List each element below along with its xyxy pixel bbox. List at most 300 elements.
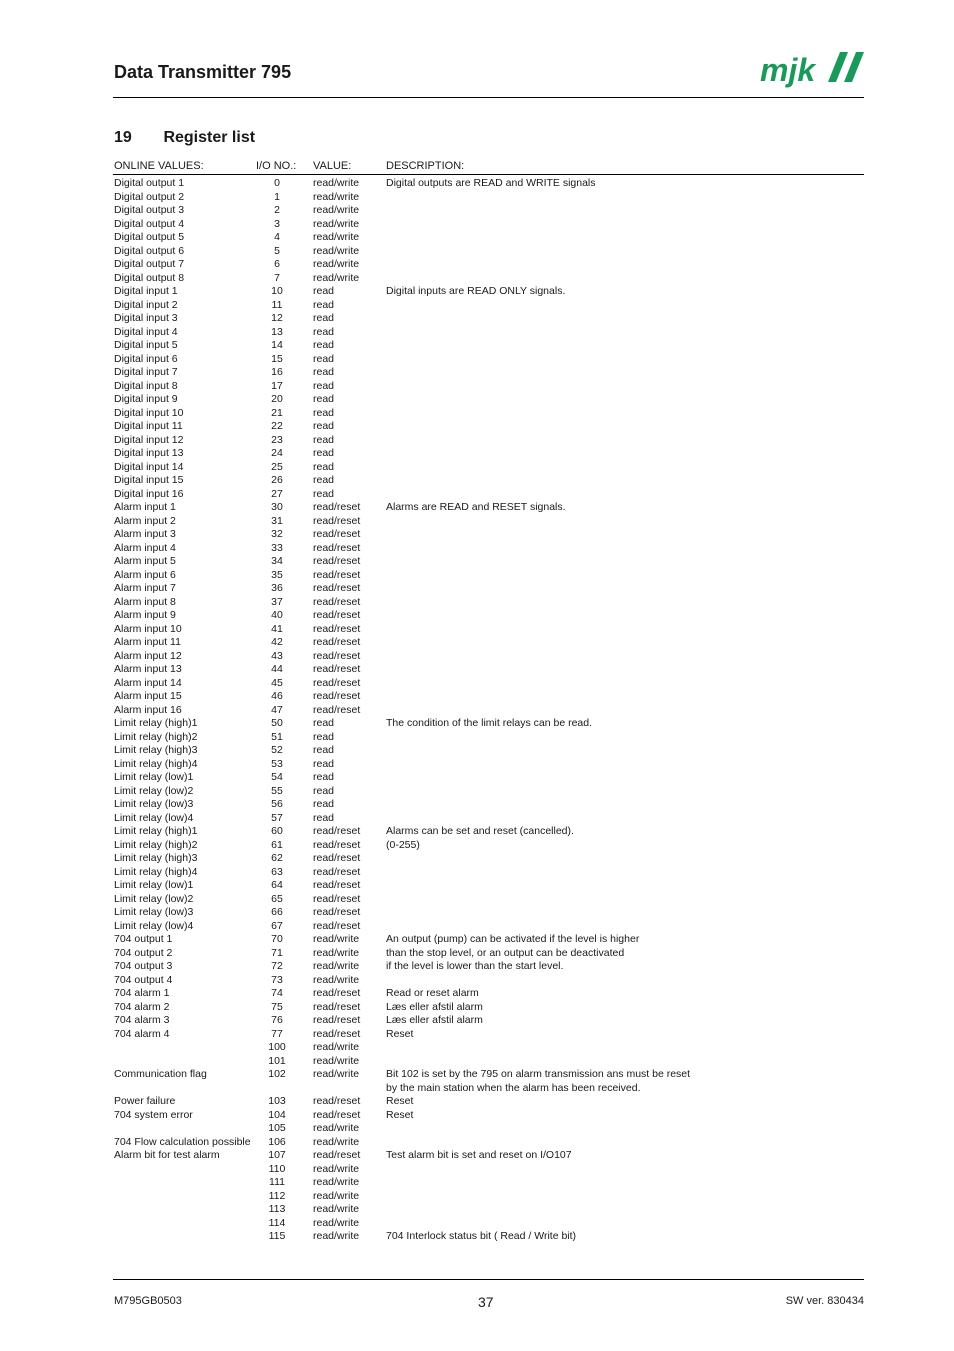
io-number: 43 [271, 649, 283, 662]
register-name: Digital input 16 [114, 487, 184, 500]
table-row [0, 528, 954, 542]
access-value: read [313, 744, 335, 756]
access-value: read/write [313, 231, 360, 243]
access-value: read/write [313, 1216, 360, 1229]
io-number: 114 [268, 1216, 286, 1229]
register-description: Read or reset alarm [386, 987, 479, 999]
register-name: Digital input 5 [114, 339, 178, 351]
register-name: 704 Flow calculation possible [114, 1135, 251, 1148]
access-value: read/reset [313, 568, 361, 581]
access-value: read [313, 298, 335, 311]
io-number: 101 [268, 1054, 286, 1067]
access-value: read/reset [313, 852, 361, 864]
header-rule [113, 97, 864, 98]
io-number: 51 [271, 730, 283, 743]
io-number: 37 [271, 595, 283, 608]
access-value: read/reset [313, 1014, 361, 1026]
register-description: Digital inputs are READ ONLY signals. [386, 285, 566, 297]
table-row [0, 407, 954, 421]
io-number: 45 [271, 676, 283, 689]
access-value: read [313, 433, 335, 446]
io-number: 0 [274, 177, 280, 189]
access-value: read [313, 312, 335, 324]
register-name: Limit relay (high)2 [114, 838, 198, 851]
register-name: 704 output 1 [114, 933, 173, 945]
register-name: Digital input 11 [114, 420, 183, 432]
table-row [0, 1163, 954, 1177]
access-value: read/reset [313, 555, 361, 567]
table-row [0, 798, 954, 812]
io-number: 107 [268, 1149, 286, 1161]
access-value: read [313, 757, 335, 770]
access-value: read/write [313, 1041, 360, 1053]
access-value: read/reset [313, 649, 361, 662]
register-name: Digital input 1 [114, 285, 178, 297]
access-value: read/reset [313, 582, 361, 594]
access-value: read/reset [313, 1095, 361, 1107]
access-value: read/write [313, 1054, 360, 1067]
register-description: if the level is lower than the start level. [386, 960, 564, 972]
access-value: read/write [313, 1176, 360, 1188]
register-name: 704 alarm 3 [114, 1014, 170, 1026]
table-row [0, 893, 954, 907]
register-name: Limit relay (high)3 [114, 852, 198, 864]
register-name: Digital output 1 [114, 177, 185, 189]
access-value: read/write [313, 177, 360, 189]
register-name: Limit relay (high)3 [114, 744, 198, 756]
table-row [0, 636, 954, 650]
register-name: Limit relay (high)4 [114, 865, 198, 878]
register-name: Digital input 3 [114, 312, 178, 324]
io-number: 72 [271, 960, 283, 972]
register-description: by the main station when the alarm has been received. [386, 1081, 641, 1094]
io-number: 61 [271, 838, 283, 851]
register-name: Limit relay (low)2 [114, 892, 194, 905]
access-value: read [313, 730, 335, 743]
table-row [0, 1190, 954, 1204]
register-description: (0-255) [386, 838, 420, 851]
register-description: than the stop level, or an output can be deactivated [386, 946, 625, 959]
io-number: 74 [271, 987, 283, 999]
column-header-value: VALUE: [313, 160, 352, 172]
table-row [0, 339, 954, 353]
table-row [0, 569, 954, 583]
access-value: read [313, 447, 335, 459]
io-number: 31 [271, 514, 283, 527]
table-row [0, 1122, 954, 1136]
table-row [0, 1041, 954, 1055]
table-row [0, 542, 954, 556]
access-value: read [313, 487, 335, 500]
io-number: 15 [271, 352, 283, 365]
io-number: 56 [271, 798, 283, 810]
access-value: read/reset [313, 676, 361, 689]
access-value: read/reset [313, 636, 361, 648]
register-name: Limit relay (low)2 [114, 784, 194, 797]
table-header-rule [113, 174, 864, 175]
register-name: Alarm input 8 [114, 595, 176, 608]
table-row [0, 515, 954, 529]
table-row [0, 218, 954, 232]
register-name: Digital input 7 [114, 366, 178, 378]
register-name: Alarm input 16 [114, 703, 182, 716]
register-name: Alarm input 11 [114, 636, 181, 648]
access-value: read/write [313, 1068, 360, 1080]
footer-rule [113, 1279, 864, 1280]
io-number: 77 [271, 1027, 283, 1040]
register-name: Digital input 10 [114, 406, 184, 419]
table-row [0, 771, 954, 785]
table-row [0, 177, 954, 191]
table-row [0, 1028, 954, 1042]
table-row [0, 231, 954, 245]
io-number: 20 [271, 393, 283, 405]
access-value: read/reset [313, 838, 361, 851]
table-row [0, 1149, 954, 1163]
io-number: 44 [271, 663, 283, 675]
register-description: Test alarm bit is set and reset on I/O107 [386, 1149, 572, 1161]
io-number: 35 [271, 568, 283, 581]
table-row [0, 1136, 954, 1150]
section-number: 19 [114, 129, 132, 146]
table-row [0, 582, 954, 596]
register-name: 704 alarm 1 [114, 987, 170, 999]
table-row [0, 852, 954, 866]
access-value: read/write [313, 217, 360, 230]
register-name: Limit relay (high)1 [114, 825, 198, 837]
io-number: 75 [271, 1000, 283, 1013]
io-number: 3 [274, 217, 280, 230]
register-name: Digital input 8 [114, 379, 178, 392]
register-name: Alarm input 10 [114, 622, 182, 635]
io-number: 11 [271, 298, 283, 311]
io-number: 16 [271, 366, 283, 378]
access-value: read/reset [313, 1027, 361, 1040]
io-number: 47 [271, 703, 283, 716]
io-number: 41 [271, 622, 283, 635]
io-number: 100 [268, 1041, 286, 1053]
register-name: Alarm input 5 [114, 555, 176, 567]
register-name: Alarm input 12 [114, 649, 182, 662]
table-row [0, 933, 954, 947]
register-name: Digital output 5 [114, 231, 185, 243]
table-row [0, 299, 954, 313]
table-row [0, 758, 954, 772]
register-name: Limit relay (high)4 [114, 757, 198, 770]
table-row [0, 677, 954, 691]
register-name: Alarm input 3 [114, 528, 176, 540]
register-name: Limit relay (low)4 [114, 919, 194, 932]
io-number: 17 [271, 379, 283, 392]
access-value: read/write [313, 244, 360, 257]
table-row [0, 258, 954, 272]
io-number: 27 [271, 487, 283, 500]
table-row [0, 717, 954, 731]
io-number: 5 [274, 244, 280, 257]
register-name: Alarm input 2 [114, 514, 176, 527]
column-header-name: ONLINE VALUES: [114, 160, 204, 172]
access-value: read/reset [313, 987, 361, 999]
access-value: read [313, 771, 335, 783]
table-row [0, 825, 954, 839]
io-number: 53 [271, 757, 283, 770]
io-number: 52 [271, 744, 283, 756]
register-name: Digital output 6 [114, 244, 185, 257]
access-value: read/reset [313, 906, 361, 918]
io-number: 50 [271, 717, 283, 729]
access-value: read/write [313, 1189, 360, 1202]
register-name: Alarm input 15 [114, 690, 182, 702]
table-row [0, 1082, 954, 1096]
table-row [0, 663, 954, 677]
io-number: 13 [271, 325, 283, 338]
access-value: read/write [313, 960, 360, 972]
access-value: read [313, 717, 335, 729]
table-row [0, 1217, 954, 1231]
table-row [0, 312, 954, 326]
register-description: 704 Interlock status bit ( Read / Write bit) [386, 1230, 577, 1242]
table-row [0, 785, 954, 799]
register-name: 704 output 4 [114, 973, 173, 986]
document-title: Data Transmitter 795 [114, 62, 292, 82]
document-code: M795GB0503 [114, 1295, 182, 1307]
io-number: 23 [271, 433, 283, 446]
register-name: Digital input 2 [114, 298, 178, 311]
register-description: Digital outputs are READ and WRITE signals [386, 177, 596, 189]
register-name: Alarm input 6 [114, 568, 176, 581]
access-value: read/reset [313, 703, 361, 716]
register-name: Digital output 2 [114, 190, 185, 203]
io-number: 25 [271, 460, 283, 473]
access-value: read/reset [313, 541, 361, 554]
access-value: read [313, 366, 335, 378]
table-row [0, 906, 954, 920]
access-value: read/reset [313, 865, 361, 878]
table-row [0, 1176, 954, 1190]
table-row [0, 650, 954, 664]
access-value: read [313, 285, 335, 297]
register-name: Digital input 15 [114, 474, 184, 486]
io-number: 32 [271, 528, 283, 540]
register-description: Bit 102 is set by the 795 on alarm transmission ans must be reset [386, 1068, 691, 1080]
io-number: 60 [271, 825, 283, 837]
register-name: Digital input 13 [114, 447, 184, 459]
table-row [0, 839, 954, 853]
table-row [0, 1230, 954, 1244]
io-number: 113 [268, 1203, 286, 1215]
access-value: read/write [313, 190, 360, 203]
register-name: Digital input 6 [114, 352, 178, 365]
register-description: The condition of the limit relays can be read. [386, 717, 593, 729]
access-value: read/reset [313, 919, 361, 932]
table-row [0, 1068, 954, 1082]
io-number: 14 [271, 339, 283, 351]
table-row [0, 434, 954, 448]
table-row [0, 326, 954, 340]
register-table [0, 177, 954, 1244]
table-row [0, 866, 954, 880]
table-row [0, 461, 954, 475]
column-header-io: I/O NO.: [256, 160, 297, 172]
register-name: Digital input 9 [114, 393, 178, 405]
table-row [0, 474, 954, 488]
logo-slash-1 [828, 52, 848, 82]
register-name: 704 output 3 [114, 960, 173, 972]
table-row [0, 366, 954, 380]
register-name: Limit relay (low)4 [114, 811, 194, 824]
io-number: 33 [271, 541, 283, 554]
table-row [0, 393, 954, 407]
io-number: 10 [271, 285, 283, 297]
access-value: read [313, 474, 335, 486]
logo-text: mjk [760, 52, 816, 88]
io-number: 115 [268, 1230, 286, 1242]
register-name: Alarm input 14 [114, 676, 182, 689]
register-name: Alarm input 13 [114, 663, 182, 675]
table-row [0, 704, 954, 718]
io-number: 4 [274, 231, 280, 243]
table-row [0, 1203, 954, 1217]
table-row [0, 501, 954, 515]
software-version: SW ver. 830434 [785, 1295, 864, 1307]
register-description: An output (pump) can be activated if the level is higher [386, 933, 640, 945]
access-value: read [313, 339, 335, 351]
register-name: 704 alarm 4 [114, 1027, 170, 1040]
table-row [0, 1014, 954, 1028]
access-value: read/reset [313, 595, 361, 608]
section-title: Register list [163, 129, 256, 146]
io-number: 63 [271, 865, 283, 878]
table-row [0, 555, 954, 569]
io-number: 24 [271, 447, 283, 459]
register-name: 704 alarm 2 [114, 1000, 170, 1013]
table-row [0, 960, 954, 974]
table-row [0, 380, 954, 394]
io-number: 104 [268, 1108, 286, 1121]
io-number: 66 [271, 906, 283, 918]
access-value: read [313, 325, 335, 338]
table-row [0, 353, 954, 367]
access-value: read/reset [313, 609, 361, 621]
table-row [0, 731, 954, 745]
register-name: Alarm input 1 [114, 501, 176, 513]
access-value: read/reset [313, 528, 361, 540]
register-name: Limit relay (low)3 [114, 906, 194, 918]
register-name: Communication flag [114, 1068, 207, 1080]
column-header-description: DESCRIPTION: [386, 160, 465, 172]
register-name: Limit relay (high)1 [114, 717, 198, 729]
access-value: read/reset [313, 879, 361, 891]
io-number: 7 [274, 271, 280, 284]
register-name: Alarm input 7 [114, 582, 176, 594]
table-row [0, 974, 954, 988]
io-number: 112 [268, 1189, 286, 1202]
table-row [0, 1109, 954, 1123]
table-row [0, 947, 954, 961]
table-row [0, 191, 954, 205]
register-name: Alarm input 4 [114, 541, 176, 554]
register-name: Digital input 12 [114, 433, 184, 446]
register-name: Alarm input 9 [114, 609, 176, 621]
table-row [0, 987, 954, 1001]
access-value: read [313, 784, 335, 797]
access-value: read/write [313, 1162, 360, 1175]
register-name: 704 system error [114, 1108, 193, 1121]
access-value: read [313, 811, 335, 824]
access-value: read/write [313, 204, 360, 216]
register-name: Digital input 14 [114, 460, 184, 473]
mjk-logo [760, 50, 866, 92]
table-row [0, 744, 954, 758]
register-name: Digital output 3 [114, 204, 185, 216]
io-number: 62 [271, 852, 283, 864]
table-row [0, 245, 954, 259]
access-value: read [313, 420, 335, 432]
access-value: read/reset [313, 1108, 361, 1121]
register-description: Læs eller afstil alarm [386, 1000, 483, 1013]
table-row [0, 488, 954, 502]
register-name: Digital output 4 [114, 217, 185, 230]
register-description: Reset [386, 1027, 414, 1040]
access-value: read [313, 406, 335, 419]
access-value: read/write [313, 271, 360, 284]
table-row [0, 272, 954, 286]
io-number: 40 [271, 609, 283, 621]
access-value: read/write [313, 946, 360, 959]
table-row [0, 609, 954, 623]
table-row [0, 879, 954, 893]
io-number: 6 [274, 258, 280, 270]
register-name: Digital output 7 [114, 258, 185, 270]
io-number: 111 [269, 1176, 285, 1188]
access-value: read [313, 352, 335, 365]
io-number: 103 [268, 1095, 286, 1107]
page-number: 37 [478, 1294, 494, 1310]
register-name: Limit relay (low)1 [114, 771, 194, 783]
access-value: read/write [313, 1135, 360, 1148]
logo-slash-2 [844, 52, 864, 82]
io-number: 70 [271, 933, 283, 945]
table-row [0, 812, 954, 826]
table-row [0, 623, 954, 637]
io-number: 73 [271, 973, 283, 986]
table-row [0, 596, 954, 610]
access-value: read/reset [313, 690, 361, 702]
io-number: 105 [268, 1122, 286, 1134]
register-name: Limit relay (low)3 [114, 798, 194, 810]
register-name: Digital output 8 [114, 271, 185, 284]
io-number: 21 [271, 406, 283, 419]
io-number: 106 [268, 1135, 286, 1148]
io-number: 1 [274, 190, 280, 203]
access-value: read/reset [313, 1000, 361, 1013]
access-value: read [313, 393, 335, 405]
io-number: 12 [271, 312, 283, 324]
table-row [0, 920, 954, 934]
access-value: read [313, 798, 335, 810]
access-value: read/reset [313, 622, 361, 635]
register-name: Limit relay (low)1 [114, 879, 194, 891]
register-description: Læs eller afstil alarm [386, 1014, 483, 1026]
access-value: read/reset [313, 501, 361, 513]
io-number: 26 [271, 474, 283, 486]
register-name: Alarm bit for test alarm [114, 1149, 220, 1161]
access-value: read/reset [313, 514, 361, 527]
access-value: read [313, 460, 335, 473]
access-value: read/reset [313, 825, 361, 837]
io-number: 54 [271, 771, 283, 783]
register-description: Reset [386, 1108, 414, 1121]
